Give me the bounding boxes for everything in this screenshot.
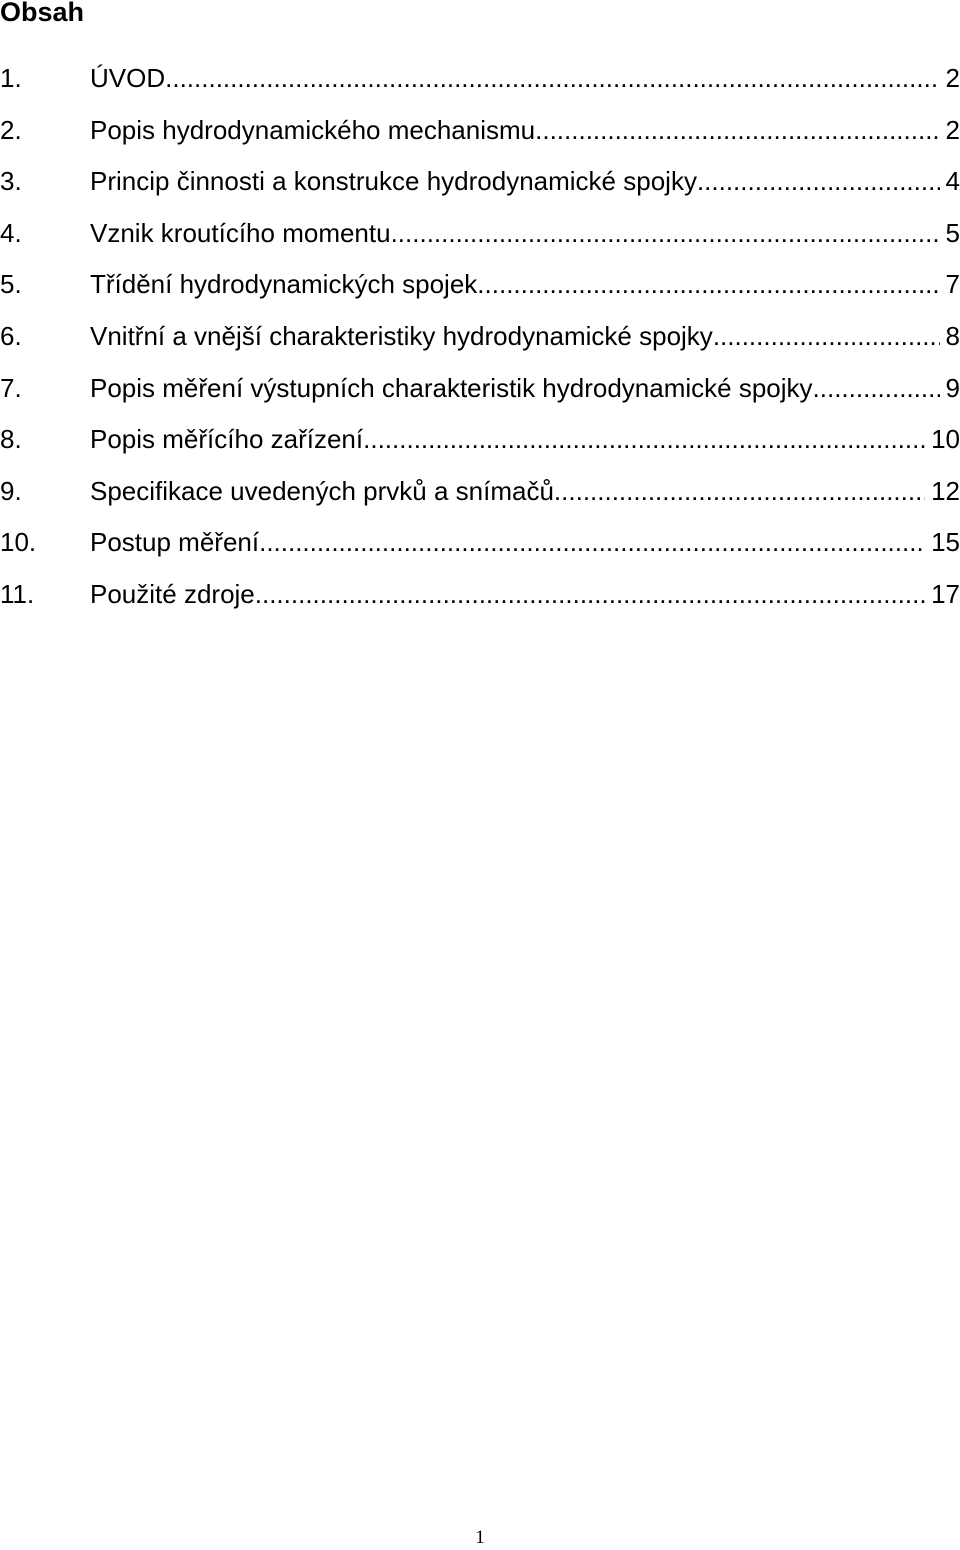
toc-entry-page: 7 [945,269,960,300]
toc-entry-3[interactable] [0,159,960,211]
toc-entry-11[interactable] [0,572,960,624]
toc-entry-title: Použité zdroje [90,578,255,609]
toc-leader-dots [713,314,940,358]
toc-leader-dots [477,262,939,306]
toc-entry-page: 10 [931,424,960,455]
toc-entry-page: 12 [931,475,960,506]
toc-entry-title: Princip činnosti a konstrukce hydrodynamické spojky [90,166,697,197]
toc-leader-dots [255,572,925,616]
toc-leader-dots [259,520,925,564]
table-of-contents [0,56,960,624]
toc-entry-title: Popis měření výstupních charakteristik hydrodynamické spojky [90,372,813,403]
toc-entry-4[interactable] [0,211,960,263]
toc-entry-page: 2 [945,114,960,145]
toc-entry-5[interactable] [0,262,960,314]
toc-entry-page: 15 [931,527,960,558]
toc-leader-dots [697,159,940,203]
toc-entry-title: Popis hydrodynamického mechanismu [90,114,536,145]
toc-entry-number: 6. [0,320,22,351]
toc-entry-page: 9 [945,372,960,403]
toc-leader-dots [535,108,939,152]
toc-entry-number: 5. [0,269,22,300]
toc-leader-dots [363,417,925,461]
toc-entry-page: 17 [931,578,960,609]
toc-entry-10[interactable] [0,520,960,572]
toc-entry-2[interactable] [0,108,960,160]
toc-entry-6[interactable] [0,314,960,366]
toc-entry-title: Vnitřní a vnější charakteristiky hydrodynamické spojky [90,320,713,351]
toc-leader-dots [391,211,940,255]
toc-entry-title: Specifikace uvedených prvků a snímačů [90,475,554,506]
toc-entry-number: 9. [0,475,22,506]
toc-leader-dots [165,56,939,100]
toc-entry-page: 8 [945,320,960,351]
toc-entry-8[interactable] [0,417,960,469]
toc-leader-dots [554,469,925,513]
toc-leader-dots [813,366,940,410]
toc-entry-number: 11. [0,578,35,609]
toc-entry-number: 2. [0,114,22,145]
page-title: Obsah [0,0,85,27]
toc-entry-number: 1. [0,63,22,93]
toc-entry-page: 4 [945,166,960,197]
toc-entry-title: Popis měřícího zařízení [90,424,364,455]
toc-entry-number: 8. [0,424,22,455]
toc-entry-number: 3. [0,166,22,197]
toc-entry-title: ÚVOD [90,63,166,93]
toc-entry-title: Vznik kroutícího momentu [90,217,391,248]
toc-entry-page: 5 [945,217,960,248]
toc-entry-number: 10. [0,527,37,558]
toc-entry-title: Postup měření [90,527,260,558]
toc-entry-1[interactable] [0,56,960,108]
toc-entry-page: 2 [945,63,960,93]
page-number: 1 [475,1527,485,1548]
toc-entry-9[interactable] [0,469,960,521]
toc-entry-number: 7. [0,372,22,403]
toc-entry-number: 4. [0,217,22,248]
toc-entry-title: Třídění hydrodynamických spojek [90,269,478,300]
toc-entry-7[interactable] [0,366,960,418]
